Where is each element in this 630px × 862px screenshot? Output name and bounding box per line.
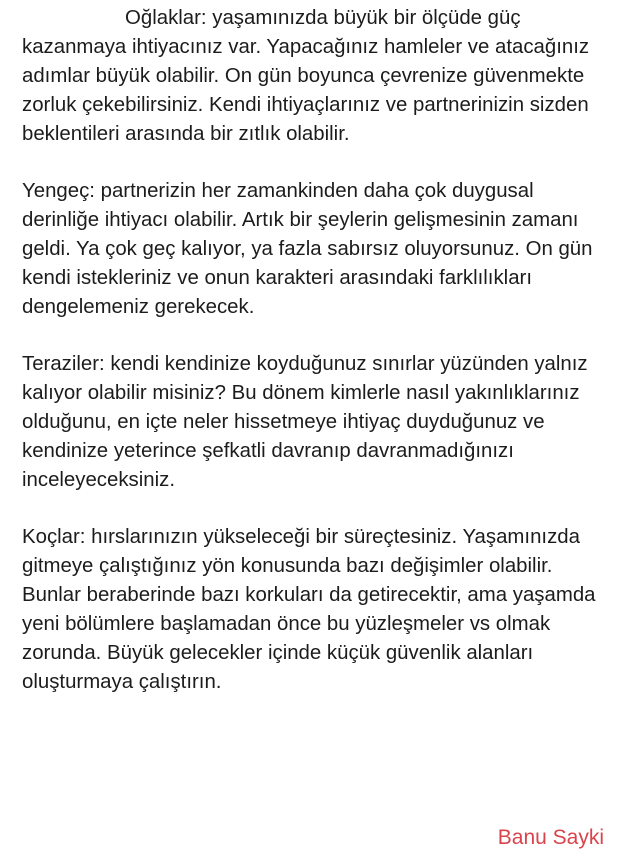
text-line: derinliğe ihtiyacı olabilir. Artık bir şeylerin gelişmesinin zamanı — [22, 209, 579, 231]
text-line: kazanmaya ihtiyacınız var. Yapacağınız hamleler ve atacağınız — [22, 36, 590, 58]
text-line: Oğlaklar: yaşamınızda büyük bir ölçüde güç — [125, 7, 521, 29]
text-line: Teraziler: kendi kendinize koyduğunuz sınırlar yüzünden yalnız — [22, 353, 588, 375]
paragraph-teraziler — [22, 350, 626, 495]
text-line: Yengeç: partnerizin her zamankinden daha çok duygusal — [22, 180, 534, 202]
text-line: adımlar büyük olabilir. On gün boyunca çevrenize güvenmekte — [22, 65, 585, 87]
text-line: beklentileri arasında bir zıtlık olabilir. — [22, 123, 350, 145]
paragraph-koclar — [22, 523, 626, 697]
text-line: inceleyeceksiniz. — [22, 469, 175, 491]
text-line: geldi. Ya çok geç kalıyor, ya fazla sabırsız oluyorsunuz. On gün — [22, 238, 593, 260]
text-line: Bunlar beraberinde bazı korkuları da getirecektir, ama yaşamda — [22, 584, 596, 606]
text-line: kendinize yeterince şefkatli davranıp davranmadığınızı — [22, 440, 514, 462]
author-signature: Banu Sayki — [497, 826, 604, 849]
paragraph-oglaklar — [22, 4, 626, 149]
text-line: oluşturmaya çalıştırın. — [22, 671, 222, 693]
text-line: olduğunu, en içte neler hissetmeye ihtiyaç duyduğunuz ve — [22, 411, 545, 433]
text-line: gitmeye çalıştığınız yön konusunda bazı değişimler olabilir. — [22, 555, 553, 577]
text-line: kalıyor olabilir misiniz? Bu dönem kimlerle nasıl yakınlıklarınız — [22, 382, 580, 404]
text-line: dengelemeniz gerekecek. — [22, 296, 255, 318]
text-line: yeni bölümlere başlamadan önce bu yüzleşmeler vs olmak — [22, 613, 551, 635]
text-line: Koçlar: hırslarınızın yükseleceği bir süreçtesiniz. Yaşamınızda — [22, 526, 580, 548]
text-line: zorluk çekebilirsiniz. Kendi ihtiyaçlarınız ve partnerinizin sizden — [22, 94, 589, 116]
text-line: kendi istekleriniz ve onun karakteri arasındaki farklılıkları — [22, 267, 532, 289]
paragraph-yengec — [22, 177, 626, 322]
text-line: zorunda. Büyük gelecekler içinde küçük güvenlik alanları — [22, 642, 534, 664]
